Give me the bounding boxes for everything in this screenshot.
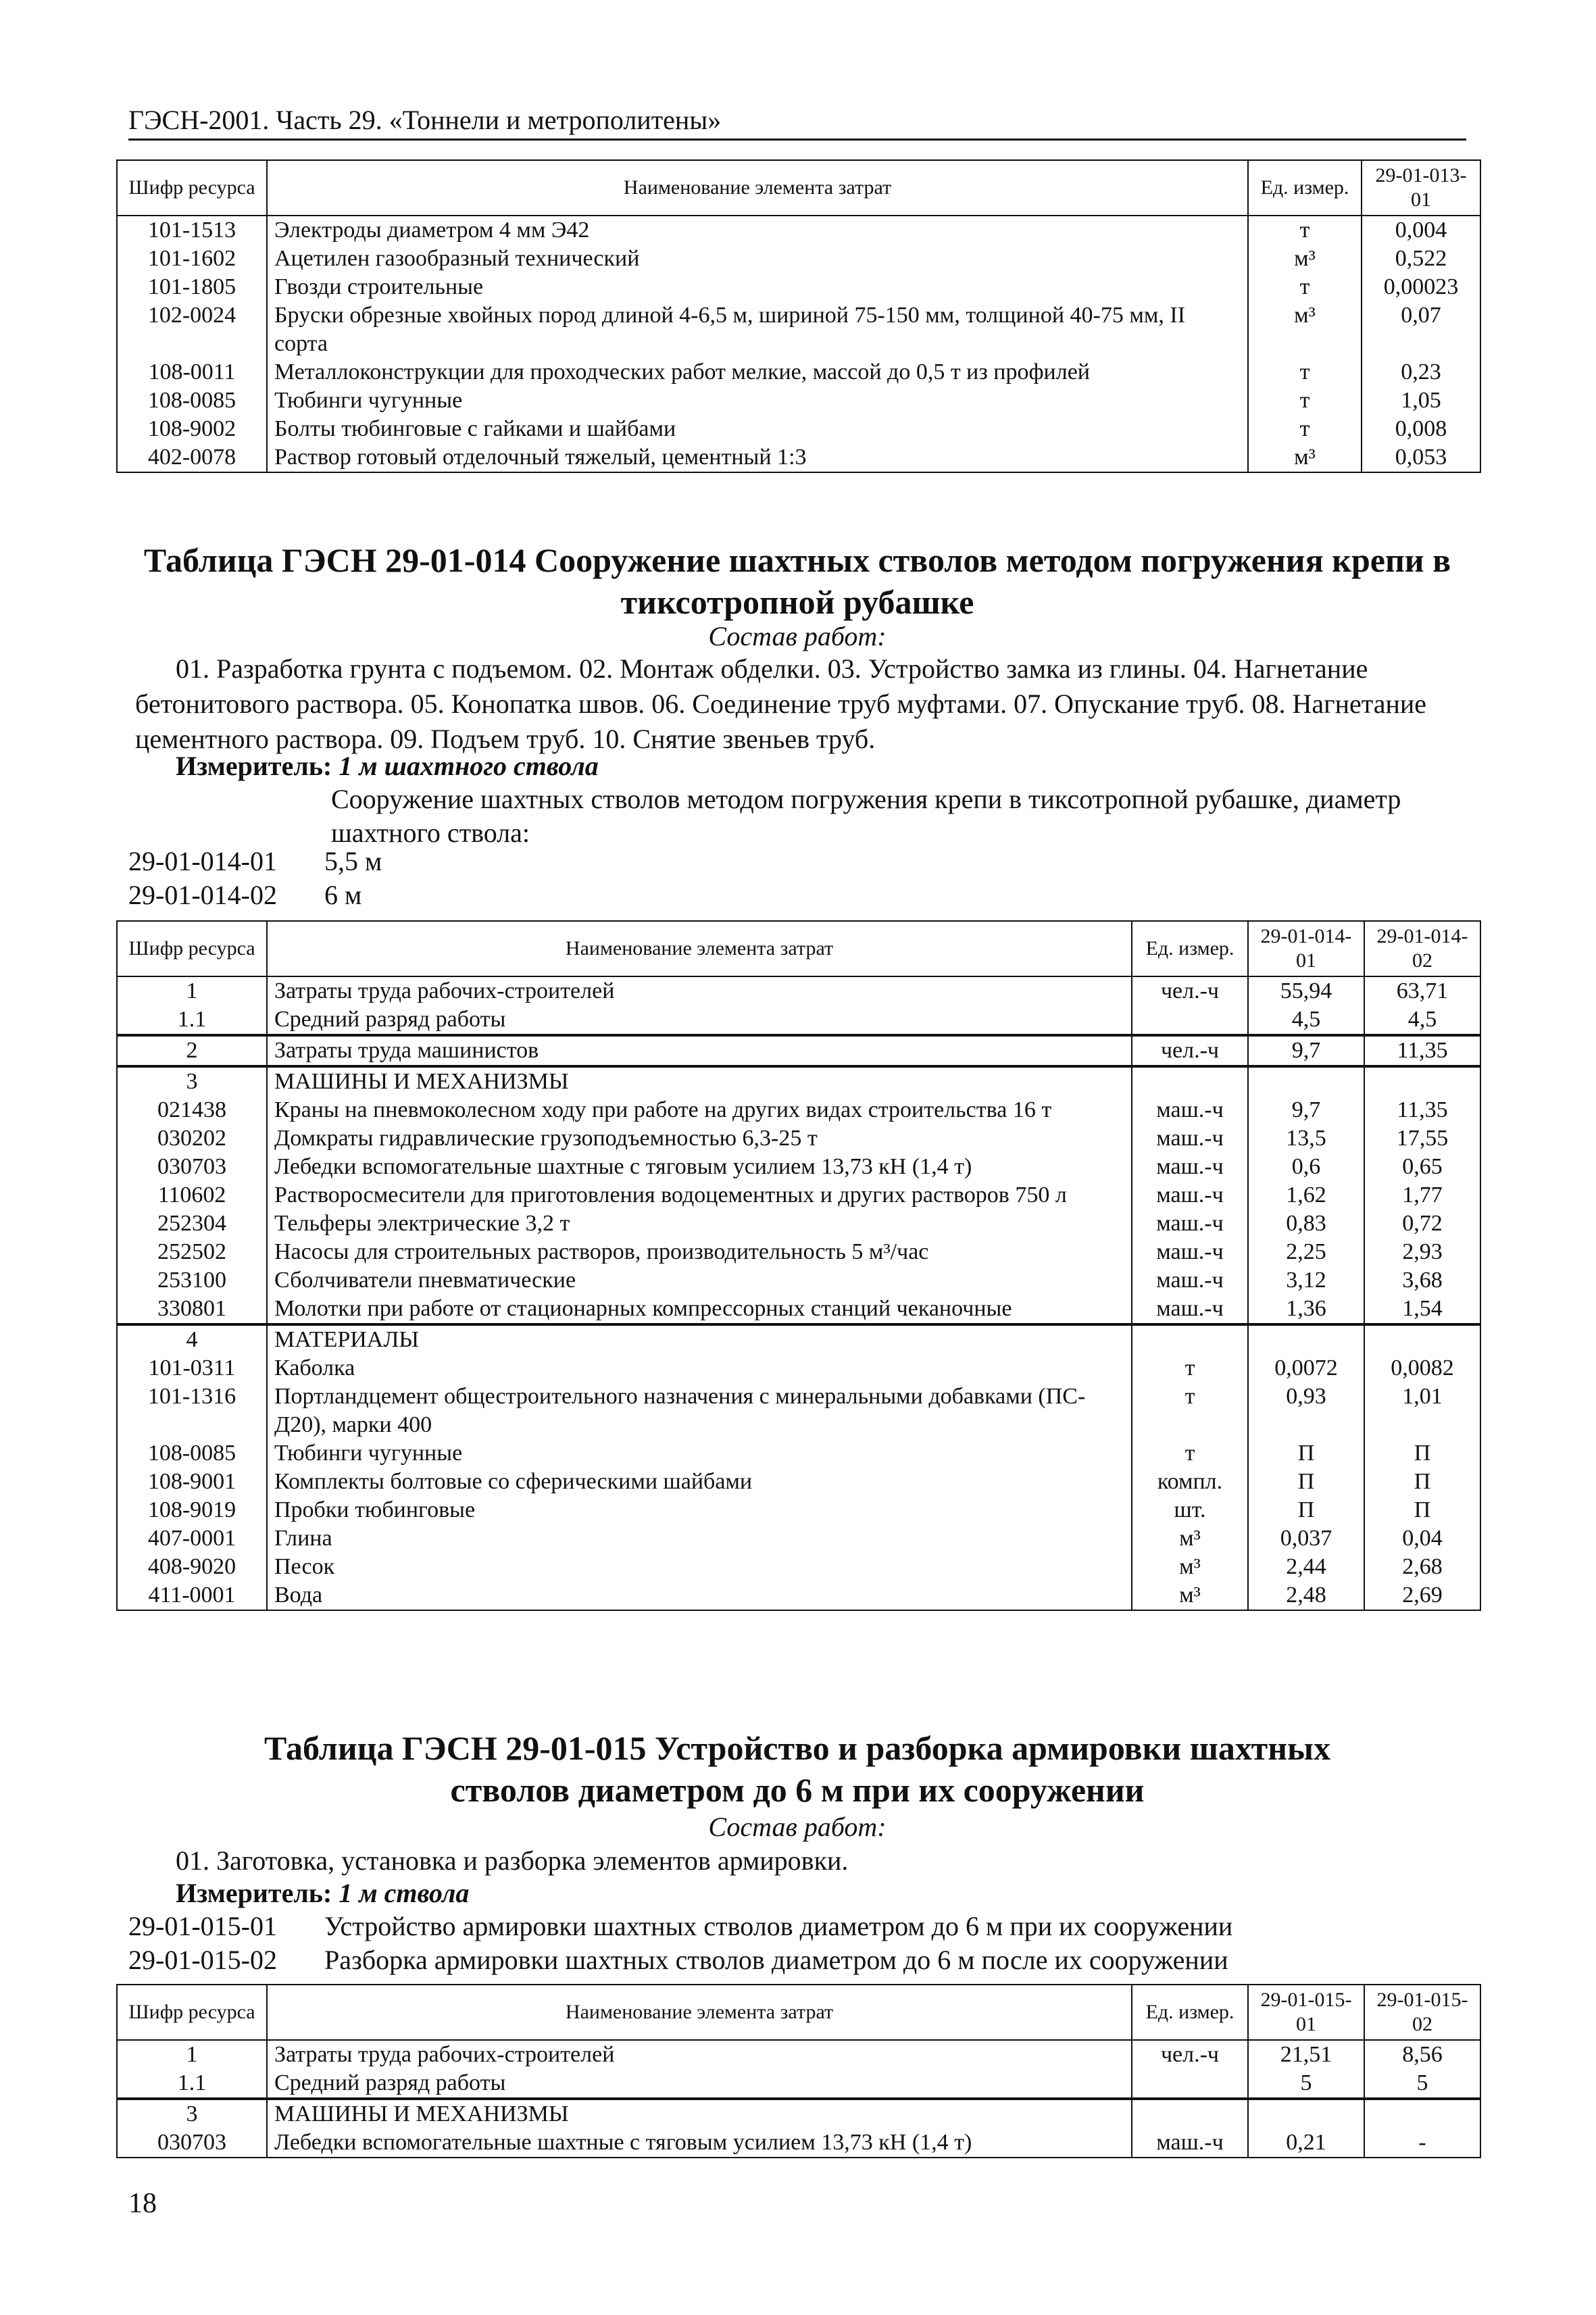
row-name: Тюбинги чугунные xyxy=(267,1439,1132,1468)
col-header-code: Шифр ресурса xyxy=(117,1985,267,2040)
row-code: 110602 xyxy=(117,1181,267,1210)
col-header-variant: 29-01-013-01 xyxy=(1362,160,1480,216)
row-name: Домкраты гидравлические грузоподъемностью 6,3-25 т xyxy=(267,1124,1132,1153)
row-name: МАШИНЫ И МЕХАНИЗМЫ xyxy=(267,2099,1132,2129)
row-name: Гвозди строительные xyxy=(267,273,1248,301)
row-name: Пробки тюбинговые xyxy=(267,1496,1132,1524)
row-unit: м³ xyxy=(1132,1581,1248,1610)
row-name: МАШИНЫ И МЕХАНИЗМЫ xyxy=(267,1066,1132,1096)
measure-value: 1 м шахтного ствола xyxy=(339,751,599,781)
table-row xyxy=(117,216,1480,245)
row-unit: маш.-ч xyxy=(1132,1295,1248,1324)
row-code: 2 xyxy=(117,1035,267,1066)
variant-description: Сооружение шахтных стволов методом погружения крепи в тиксотропной рубашке, диаметр шахтного ствола: xyxy=(331,784,1401,848)
row-value: 0,522 xyxy=(1362,245,1480,273)
row-value-1: 0,0072 xyxy=(1248,1354,1364,1383)
row-code: 252304 xyxy=(117,1210,267,1238)
row-code: 252502 xyxy=(117,1238,267,1266)
row-value-1: 13,5 xyxy=(1248,1124,1364,1153)
row-value-2: - xyxy=(1364,2129,1480,2158)
row-code: 330801 xyxy=(117,1295,267,1324)
measure-label: Измеритель: xyxy=(176,751,332,781)
row-value: 0,053 xyxy=(1362,443,1480,472)
page-number: 18 xyxy=(128,2188,157,2219)
row-name: Ацетилен газообразный технический xyxy=(267,245,1248,273)
row-name: Металлоконструкции для проходческих работ мелкие, массой до 0,5 т из профилей xyxy=(267,358,1248,387)
row-unit: шт. xyxy=(1132,1496,1248,1524)
row-unit: маш.-ч xyxy=(1132,1153,1248,1181)
row-code: 101-1602 xyxy=(117,245,267,273)
row-unit: т xyxy=(1248,273,1362,301)
row-unit: маш.-ч xyxy=(1132,1096,1248,1124)
row-unit xyxy=(1132,1066,1248,1096)
row-code: 030703 xyxy=(117,1153,267,1181)
row-value-1: 5 xyxy=(1248,2069,1364,2099)
row-unit: маш.-ч xyxy=(1132,1181,1248,1210)
row-code: 101-1513 xyxy=(117,216,267,245)
row-value-2: 1,77 xyxy=(1364,1181,1480,1210)
col-header-variant-2: 29-01-015-02 xyxy=(1364,1985,1480,2040)
row-code: 030703 xyxy=(117,2129,267,2158)
row-value-1: 0,93 xyxy=(1248,1383,1364,1439)
table-row xyxy=(117,1096,1480,1124)
row-name: Молотки при работе от стационарных компрессорных станций чеканочные xyxy=(267,1295,1132,1324)
row-code: 1 xyxy=(117,976,267,1005)
table-row xyxy=(117,1468,1480,1496)
variant-text: 5,5 м xyxy=(324,846,382,876)
row-value-2: 11,35 xyxy=(1364,1096,1480,1124)
col-header-name: Наименование элемента затрат xyxy=(267,160,1248,216)
row-value-2: 17,55 xyxy=(1364,1124,1480,1153)
row-name: Лебедки вспомогательные шахтные с тяговым усилием 13,73 кН (1,4 т) xyxy=(267,1153,1132,1181)
table-row xyxy=(117,1210,1480,1238)
col-header-name: Наименование элемента затрат xyxy=(267,921,1132,976)
works-list: 01. Разработка грунта с подъемом. 02. Монтаж обделки. 03. Устройство замка из глины. 04. Нагнетание бетонитового раствора. 05. Конопатка швов. 06. Соединение труб муфтами. 07. Опускание труб. 08. Нагнетание цементного раствора. 09. Подъем труб. 10. Снятие звеньев труб. xyxy=(135,653,1427,754)
row-code: 4 xyxy=(117,1324,267,1354)
row-unit xyxy=(1132,1324,1248,1354)
col-header-unit: Ед. измер. xyxy=(1132,1985,1248,2040)
row-value-2: 8,56 xyxy=(1364,2040,1480,2069)
header-divider xyxy=(128,139,1466,141)
table-row xyxy=(117,1295,1480,1324)
variant-item xyxy=(128,878,361,912)
row-unit: маш.-ч xyxy=(1132,1238,1248,1266)
row-unit: маш.-ч xyxy=(1132,1210,1248,1238)
table-row xyxy=(117,443,1480,472)
variant-code: 29-01-015-02 xyxy=(128,1945,277,1975)
row-value-1: 21,51 xyxy=(1248,2040,1364,2069)
section-title-015: Таблица ГЭСН 29-01-015 Устройство и разборка армировки шахтных стволов диаметром до 6 м при их сооружении xyxy=(264,1729,1331,1809)
row-unit: т xyxy=(1132,1439,1248,1468)
row-value: 0,008 xyxy=(1362,415,1480,443)
row-unit xyxy=(1132,2099,1248,2129)
variant-code: 29-01-015-01 xyxy=(128,1911,277,1941)
row-value-1 xyxy=(1248,1066,1364,1096)
col-header-code: Шифр ресурса xyxy=(117,160,267,216)
row-unit: т xyxy=(1248,387,1362,415)
row-code: 3 xyxy=(117,2099,267,2129)
table-row xyxy=(117,2040,1480,2069)
col-header-variant-1: 29-01-015-01 xyxy=(1248,1985,1364,2040)
resource-table-015 xyxy=(116,1984,1481,2158)
row-unit: м³ xyxy=(1248,245,1362,273)
running-header: ГЭСН-2001. Часть 29. «Тоннели и метрополитены» xyxy=(128,105,722,135)
col-header-unit: Ед. измер. xyxy=(1248,160,1362,216)
table-row xyxy=(117,1005,1480,1035)
row-unit: м³ xyxy=(1248,301,1362,358)
row-unit: т xyxy=(1248,358,1362,387)
composition-heading: Состав работ: xyxy=(708,621,887,651)
row-unit: чел.-ч xyxy=(1132,2040,1248,2069)
row-code: 1.1 xyxy=(117,1005,267,1035)
section-row xyxy=(117,1066,1480,1096)
row-code: 408-9020 xyxy=(117,1553,267,1581)
row-name: Средний разряд работы xyxy=(267,1005,1132,1035)
table-row xyxy=(117,976,1480,1005)
row-name: Раствор готовый отделочный тяжелый, цементный 1:3 xyxy=(267,443,1248,472)
variant-text: Устройство армировки шахтных стволов диаметром до 6 м при их сооружении xyxy=(324,1911,1233,1941)
row-code: 101-1805 xyxy=(117,273,267,301)
row-value-2: 63,71 xyxy=(1364,976,1480,1005)
section-row xyxy=(117,1324,1480,1354)
row-name: МАТЕРИАЛЫ xyxy=(267,1324,1132,1354)
row-value-1: 1,62 xyxy=(1248,1181,1364,1210)
row-unit: м³ xyxy=(1132,1553,1248,1581)
row-unit: т xyxy=(1248,216,1362,245)
row-unit: маш.-ч xyxy=(1132,1124,1248,1153)
measure-value: 1 м ствола xyxy=(339,1878,470,1908)
row-code: 108-9002 xyxy=(117,415,267,443)
table-row xyxy=(117,1524,1480,1553)
row-value-2: 0,04 xyxy=(1364,1524,1480,1553)
table-row xyxy=(117,1354,1480,1383)
row-value: 0,07 xyxy=(1362,301,1480,358)
row-value-2: 0,72 xyxy=(1364,1210,1480,1238)
row-value-1: 4,5 xyxy=(1248,1005,1364,1035)
row-value-2: П xyxy=(1364,1496,1480,1524)
row-code: 253100 xyxy=(117,1266,267,1295)
row-value-2: 0,65 xyxy=(1364,1153,1480,1181)
table-row xyxy=(117,301,1480,358)
row-code: 411-0001 xyxy=(117,1581,267,1610)
row-value-1: 9,7 xyxy=(1248,1035,1364,1066)
section-row xyxy=(117,2099,1480,2129)
row-value-2: 2,69 xyxy=(1364,1581,1480,1610)
row-name: Вода xyxy=(267,1581,1132,1610)
row-value-1: 2,44 xyxy=(1248,1553,1364,1581)
row-value-1: 0,037 xyxy=(1248,1524,1364,1553)
table-row xyxy=(117,1581,1480,1610)
variant-code: 29-01-014-02 xyxy=(128,880,277,910)
col-header-unit: Ед. измер. xyxy=(1132,921,1248,976)
row-name: Лебедки вспомогательные шахтные с тяговым усилием 13,73 кН (1,4 т) xyxy=(267,2129,1132,2158)
row-name: Глина xyxy=(267,1524,1132,1553)
resource-table-013 xyxy=(116,159,1481,473)
row-value-1: П xyxy=(1248,1439,1364,1468)
variant-text: 6 м xyxy=(324,880,362,910)
row-name: Затраты труда рабочих-строителей xyxy=(267,2040,1132,2069)
row-code: 108-0011 xyxy=(117,358,267,387)
row-name: Насосы для строительных растворов, производительность 5 м³/час xyxy=(267,1238,1132,1266)
table-row xyxy=(117,1496,1480,1524)
row-value-2 xyxy=(1364,1066,1480,1096)
row-name: Каболка xyxy=(267,1354,1132,1383)
row-unit: маш.-ч xyxy=(1132,1266,1248,1295)
row-value-1: 55,94 xyxy=(1248,976,1364,1005)
row-value-2: 2,93 xyxy=(1364,1238,1480,1266)
row-value-1: 9,7 xyxy=(1248,1096,1364,1124)
row-code: 108-9001 xyxy=(117,1468,267,1496)
table-row xyxy=(117,2129,1480,2158)
row-name: Электроды диаметром 4 мм Э42 xyxy=(267,216,1248,245)
col-header-variant-2: 29-01-014-02 xyxy=(1364,921,1480,976)
row-value-1: П xyxy=(1248,1468,1364,1496)
row-name: Тельферы электрические 3,2 т xyxy=(267,1210,1132,1238)
measure-label: Измеритель: xyxy=(176,1878,332,1908)
row-name: Средний разряд работы xyxy=(267,2069,1132,2099)
row-code: 021438 xyxy=(117,1096,267,1124)
row-code: 1.1 xyxy=(117,2069,267,2099)
table-row xyxy=(117,1439,1480,1468)
row-value-1: П xyxy=(1248,1496,1364,1524)
row-value-2: 5 xyxy=(1364,2069,1480,2099)
row-value-2: 2,68 xyxy=(1364,1553,1480,1581)
table-row xyxy=(117,1238,1480,1266)
row-name: Комплекты болтовые со сферическими шайбами xyxy=(267,1468,1132,1496)
row-value-1: 3,12 xyxy=(1248,1266,1364,1295)
row-value-2: 1,54 xyxy=(1364,1295,1480,1324)
row-value-1 xyxy=(1248,1324,1364,1354)
row-name: Тюбинги чугунные xyxy=(267,387,1248,415)
row-code: 108-0085 xyxy=(117,387,267,415)
row-unit: чел.-ч xyxy=(1132,1035,1248,1066)
table-row xyxy=(117,1035,1480,1066)
variant-item xyxy=(128,845,382,878)
row-value: 0,00023 xyxy=(1362,273,1480,301)
row-unit: т xyxy=(1132,1383,1248,1439)
row-value: 0,23 xyxy=(1362,358,1480,387)
row-name: Болты тюбинговые с гайками и шайбами xyxy=(267,415,1248,443)
row-code: 030202 xyxy=(117,1124,267,1153)
row-value-1: 0,6 xyxy=(1248,1153,1364,1181)
table-row xyxy=(117,1383,1480,1439)
composition-heading: Состав работ: xyxy=(708,1812,887,1842)
table-row xyxy=(117,1181,1480,1210)
row-value-2: 11,35 xyxy=(1364,1035,1480,1066)
row-value-1 xyxy=(1248,2099,1364,2129)
table-row xyxy=(117,415,1480,443)
table-row xyxy=(117,358,1480,387)
col-header-code: Шифр ресурса xyxy=(117,921,267,976)
row-name: Краны на пневмоколесном ходу при работе на других видах строительства 16 т xyxy=(267,1096,1132,1124)
table-row xyxy=(117,1553,1480,1581)
variant-item xyxy=(128,1910,1232,1943)
row-value-2: 3,68 xyxy=(1364,1266,1480,1295)
row-code: 402-0078 xyxy=(117,443,267,472)
row-code: 407-0001 xyxy=(117,1524,267,1553)
row-name: Затраты труда рабочих-строителей xyxy=(267,976,1132,1005)
row-value-2 xyxy=(1364,2099,1480,2129)
row-unit: м³ xyxy=(1248,443,1362,472)
row-name: Растворосмесители для приготовления водоцементных и других растворов 750 л xyxy=(267,1181,1132,1210)
row-value-1: 1,36 xyxy=(1248,1295,1364,1324)
row-value-2: П xyxy=(1364,1439,1480,1468)
row-code: 1 xyxy=(117,2040,267,2069)
table-row xyxy=(117,1153,1480,1181)
measure-line xyxy=(176,750,599,782)
table-row xyxy=(117,245,1480,273)
row-value-1: 0,21 xyxy=(1248,2129,1364,2158)
row-unit: т xyxy=(1132,1354,1248,1383)
row-name: Песок xyxy=(267,1553,1132,1581)
row-value-1: 2,48 xyxy=(1248,1581,1364,1610)
row-value: 0,004 xyxy=(1362,216,1480,245)
row-name: Затраты труда машинистов xyxy=(267,1035,1132,1066)
row-value-2: 4,5 xyxy=(1364,1005,1480,1035)
works-list: 01. Заготовка, установка и разборка элементов армировки. xyxy=(176,1845,849,1876)
variant-item xyxy=(128,1943,1228,1977)
row-code: 108-0085 xyxy=(117,1439,267,1468)
table-row xyxy=(117,1266,1480,1295)
row-name: Бруски обрезные хвойных пород длиной 4-6,5 м, шириной 75-150 мм, толщиной 40-75 мм, II сорта xyxy=(267,301,1248,358)
row-code: 102-0024 xyxy=(117,301,267,358)
row-code: 101-1316 xyxy=(117,1383,267,1439)
row-name: Сболчиватели пневматические xyxy=(267,1266,1132,1295)
section-title-014: Таблица ГЭСН 29-01-014 Сооружение шахтных стволов методом погружения крепи в тиксотропной рубашке xyxy=(143,541,1451,621)
measure-line xyxy=(176,1877,469,1910)
row-value-2 xyxy=(1364,1324,1480,1354)
table-row xyxy=(117,1124,1480,1153)
table-row xyxy=(117,387,1480,415)
row-code: 108-9019 xyxy=(117,1496,267,1524)
variant-text: Разборка армировки шахтных стволов диаметром до 6 м после их сооружении xyxy=(324,1945,1228,1975)
resource-table-014 xyxy=(116,920,1481,1611)
row-value: 1,05 xyxy=(1362,387,1480,415)
col-header-name: Наименование элемента затрат xyxy=(267,1985,1132,2040)
row-value-2: 0,0082 xyxy=(1364,1354,1480,1383)
row-unit xyxy=(1132,1005,1248,1035)
row-value-1: 2,25 xyxy=(1248,1238,1364,1266)
table-row xyxy=(117,2069,1480,2099)
row-value-2: 1,01 xyxy=(1364,1383,1480,1439)
variant-code: 29-01-014-01 xyxy=(128,846,277,876)
row-value-2: П xyxy=(1364,1468,1480,1496)
row-name: Портландцемент общестроительного назначения с минеральными добавками (ПС-Д20), марки 400 xyxy=(267,1383,1132,1439)
row-value-1: 0,83 xyxy=(1248,1210,1364,1238)
row-unit xyxy=(1132,2069,1248,2099)
row-unit: т xyxy=(1248,415,1362,443)
table-row xyxy=(117,273,1480,301)
row-unit: компл. xyxy=(1132,1468,1248,1496)
col-header-variant-1: 29-01-014-01 xyxy=(1248,921,1364,976)
row-unit: м³ xyxy=(1132,1524,1248,1553)
row-code: 3 xyxy=(117,1066,267,1096)
row-unit: чел.-ч xyxy=(1132,976,1248,1005)
row-unit: маш.-ч xyxy=(1132,2129,1248,2158)
row-code: 101-0311 xyxy=(117,1354,267,1383)
